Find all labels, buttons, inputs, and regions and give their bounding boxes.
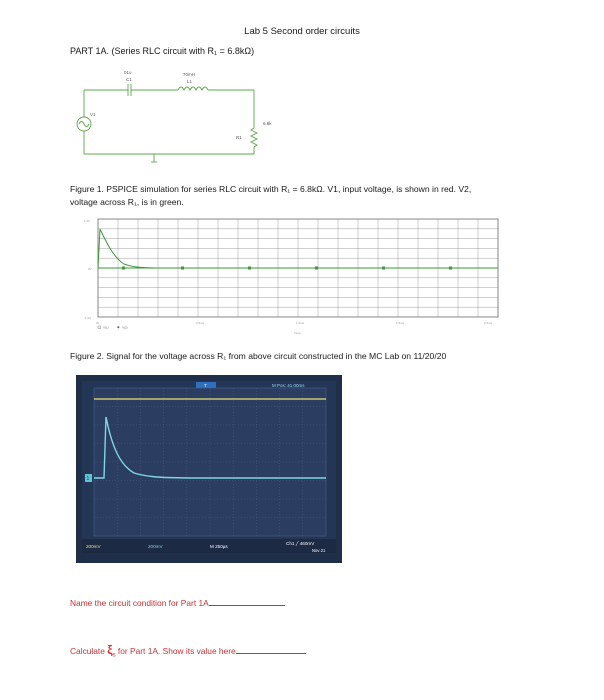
- svg-text:V(2): V(2): [122, 325, 128, 330]
- question-2-suffix: for Part 1A. Show its value here: [115, 646, 236, 656]
- question-1-answer-blank[interactable]: [209, 605, 285, 606]
- xi-subscript: s: [112, 652, 116, 659]
- svg-text:0V: 0V: [88, 267, 92, 271]
- legend-marker-1: [98, 326, 101, 329]
- figure1-caption: [70, 183, 471, 209]
- question-2-prefix: Calculate: [70, 646, 108, 656]
- question-1-text: Name the circuit condition for Part 1A: [70, 598, 209, 608]
- part-heading: PART 1A. (Series RLC circuit with R₁ = 6.8kΩ): [70, 46, 255, 56]
- sine-wave-icon: [79, 122, 89, 127]
- scope-channel-marker-label: 1: [86, 476, 90, 482]
- inductor-coil: [178, 87, 208, 90]
- resistor-zigzag: [251, 128, 257, 147]
- scope-top-readout: M Pos: 41.00ms: [272, 383, 305, 388]
- plot-legend: [98, 326, 128, 330]
- question-1: [70, 598, 285, 608]
- document-title: Lab 5 Second order circuits: [244, 26, 360, 37]
- svg-text:1.0V: 1.0V: [84, 219, 91, 223]
- resistor-ref: R1: [236, 135, 242, 140]
- svg-text:0s: 0s: [96, 321, 100, 325]
- scope-trigger-marker: T: [204, 383, 207, 388]
- svg-text:Time: Time: [294, 331, 301, 335]
- scope-ch1-scale: 200mV: [86, 544, 101, 549]
- scope-trigger-setting: Ch1 ╱ 460mV: [286, 541, 315, 546]
- circuit-schematic: [60, 62, 300, 166]
- resistor-value: 6.8k: [263, 121, 272, 126]
- svg-text:1.5ms: 1.5ms: [396, 321, 405, 325]
- pspice-plot: [84, 216, 504, 346]
- figure2-caption: Figure 2. Signal for the voltage across R₁ from above circuit constructed in the MC Lab on 11/20/20: [70, 351, 447, 361]
- source-ref: V1: [90, 112, 96, 117]
- svg-text:2.0ms: 2.0ms: [484, 321, 493, 325]
- capacitor-value: 01u: [124, 70, 132, 75]
- scope-graticule-area: [94, 388, 326, 536]
- figure1-caption-line2: voltage across R₁, is in green.: [70, 197, 184, 207]
- scope-date: Nov 21: [312, 548, 326, 553]
- legend-marker-2: [117, 326, 120, 329]
- svg-text:V(1): V(1): [103, 325, 109, 330]
- oscilloscope-screen: [76, 375, 342, 563]
- inductor-value: 70mH: [183, 72, 196, 77]
- svg-text:0.5ms: 0.5ms: [196, 321, 205, 325]
- scope-ch2-scale: 200mV: [148, 544, 163, 549]
- question-2: [70, 643, 306, 659]
- question-2-answer-blank[interactable]: [236, 653, 306, 654]
- scope-timebase: M 250µs: [210, 544, 228, 549]
- svg-text:-1.0V: -1.0V: [84, 316, 92, 320]
- figure1-caption-line1: Figure 1. PSPICE simulation for series RLC circuit with R₁ = 6.8kΩ. V1, input voltage, is shown in red. V2,: [70, 184, 472, 194]
- xi-symbol: ξ: [107, 643, 113, 657]
- capacitor-ref: C1: [126, 77, 132, 82]
- inductor-ref: L1: [187, 79, 193, 84]
- svg-text:1.0ms: 1.0ms: [296, 321, 305, 325]
